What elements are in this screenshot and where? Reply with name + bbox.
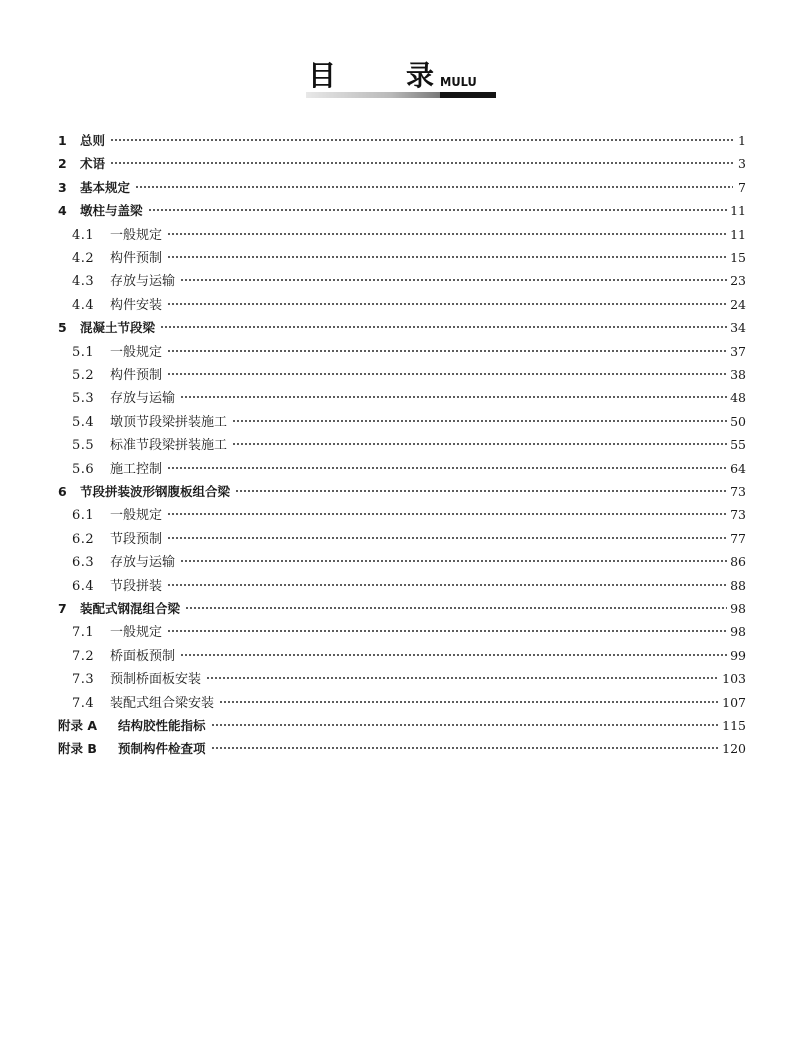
toc-dot-leader [180, 653, 727, 657]
toc-dot-leader [232, 442, 727, 446]
toc-entry-number: 7.1 [72, 625, 95, 641]
toc-page-number: 64 [730, 460, 746, 476]
toc-entry-title: 构件安装 [110, 297, 163, 313]
toc-page-number: 15 [730, 250, 746, 265]
toc-dot-leader [167, 536, 727, 540]
toc-page-number: 11 [730, 203, 746, 219]
toc-chapter-entry[interactable] [58, 178, 746, 198]
toc-entry-number: 4.2 [72, 251, 95, 266]
toc-dot-leader [211, 723, 720, 727]
toc-page-number: 73 [730, 507, 746, 523]
toc-entry-title: 基本规定 [80, 179, 131, 195]
toc-section-entry[interactable] [72, 669, 746, 689]
toc-entry-number: 5.4 [72, 414, 95, 430]
toc-page-number: 73 [730, 484, 746, 499]
toc-dot-leader [180, 395, 727, 399]
toc-entry-number: 3 [58, 179, 67, 195]
toc-section-entry[interactable] [72, 529, 746, 549]
toc-chapter-entry[interactable] [58, 318, 746, 338]
toc-dot-leader [167, 466, 727, 470]
toc-entry-number: 5.2 [72, 368, 95, 383]
toc-dot-leader [167, 232, 727, 236]
toc-entry-title: 墩柱与盖梁 [80, 203, 143, 219]
toc-entry-number: 4.4 [72, 297, 95, 313]
toc-page-number: 50 [730, 413, 746, 429]
toc-entry-title: 一般规定 [110, 344, 163, 360]
toc-dot-leader [148, 208, 728, 212]
toc-appendix-entry[interactable] [58, 716, 746, 736]
toc-entry-title: 构件预制 [110, 251, 163, 266]
heading-pinyin: MULU [440, 75, 477, 89]
toc-entry-number: 5.1 [72, 344, 95, 360]
toc-entry-number: 7.3 [72, 672, 95, 688]
toc-entry-title: 存放与运输 [110, 391, 176, 407]
toc-entry-number: 6 [58, 484, 67, 499]
toc-entry-number: 2 [58, 156, 67, 172]
toc-dot-leader [167, 583, 727, 587]
toc-entry-title: 存放与运输 [110, 274, 176, 290]
toc-entry-number: 5.3 [72, 391, 95, 407]
toc-page-number: 98 [730, 624, 746, 640]
toc-section-entry[interactable] [72, 646, 746, 666]
toc-entry-number: 5.6 [72, 461, 95, 477]
toc-chapter-entry[interactable] [58, 154, 746, 174]
toc-entry-title: 预制构件检查项 [118, 741, 206, 757]
toc-page-number: 11 [730, 226, 746, 242]
toc-page-number: 24 [730, 296, 746, 312]
toc-chapter-entry[interactable] [58, 131, 746, 151]
toc-dot-leader [167, 349, 727, 353]
toc-section-entry[interactable] [72, 505, 746, 525]
toc-entry-title: 一般规定 [110, 625, 163, 641]
toc-section-entry[interactable] [72, 342, 746, 362]
heading-char-lu: 录 [406, 59, 435, 92]
toc-entry-title: 施工控制 [110, 461, 163, 477]
toc-dot-leader [167, 512, 727, 516]
toc-section-entry[interactable] [72, 552, 746, 572]
toc-entry-title: 节段预制 [110, 531, 163, 547]
heading-underline-dark [440, 92, 496, 98]
toc-entry-title: 节段拼装波形钢腹板组合梁 [80, 484, 231, 499]
toc-section-entry[interactable] [72, 388, 746, 408]
toc-section-entry[interactable] [72, 576, 746, 596]
toc-dot-leader [167, 629, 727, 633]
toc-entry-number: 4.1 [72, 227, 95, 243]
toc-entry-title: 节段拼装 [110, 578, 163, 594]
toc-section-entry[interactable] [72, 412, 746, 432]
toc-entry-title: 一般规定 [110, 227, 163, 243]
toc-appendix-entry[interactable] [58, 739, 746, 759]
toc-dot-leader [219, 700, 719, 704]
toc-entry-number: 4.3 [72, 274, 95, 290]
toc-page-number: 1 [738, 133, 746, 148]
toc-entry-number: 1 [58, 133, 67, 148]
toc-entry-title: 标准节段梁拼装施工 [110, 438, 228, 454]
toc-entry-number: 6.2 [72, 531, 95, 547]
toc-entry-title: 一般规定 [110, 508, 163, 524]
toc-entry-number: 7.2 [72, 648, 95, 664]
toc-dot-leader [232, 419, 727, 423]
toc-page-number: 98 [730, 601, 746, 616]
toc-entry-number: 5 [58, 320, 67, 336]
toc-page-number: 103 [722, 671, 746, 687]
toc-entry-number: 6.1 [72, 508, 95, 524]
toc-dot-leader [180, 278, 727, 282]
toc-page-number: 107 [722, 694, 746, 710]
toc-page-number: 3 [738, 156, 746, 172]
toc-chapter-entry[interactable] [58, 482, 746, 502]
toc-section-entry[interactable] [72, 225, 746, 245]
toc-chapter-entry[interactable] [58, 201, 746, 221]
toc-entry-title: 存放与运输 [110, 555, 176, 571]
toc-dot-leader [135, 185, 733, 189]
toc-page-number: 99 [730, 647, 746, 663]
toc-entry-title: 桥面板预制 [110, 648, 176, 664]
toc-dot-leader [211, 746, 720, 750]
toc-dot-leader [167, 302, 727, 306]
toc-dot-leader [185, 606, 727, 610]
toc-page-number: 38 [730, 367, 746, 382]
toc-page-number: 48 [730, 390, 746, 406]
toc-page-number: 88 [730, 577, 746, 593]
heading-char-mu: 目 [308, 59, 337, 92]
toc-dot-leader [167, 372, 727, 376]
toc-entry-number: 5.5 [72, 438, 95, 454]
toc-dot-leader [110, 161, 733, 165]
toc-section-entry[interactable] [72, 693, 746, 713]
toc-entry-title: 结构胶性能指标 [118, 718, 206, 733]
toc-section-entry[interactable] [72, 365, 746, 385]
toc-section-entry[interactable] [72, 248, 746, 268]
toc-page-number: 86 [730, 554, 746, 570]
toc-page-number: 115 [722, 718, 746, 733]
toc-entry-number: 7 [58, 601, 67, 616]
toc-entry-number: 6.4 [72, 578, 95, 594]
toc-dot-leader [206, 676, 719, 680]
toc-entry-title: 混凝土节段梁 [80, 320, 156, 336]
toc-page-number: 55 [730, 437, 746, 453]
toc-page-number: 7 [738, 179, 746, 195]
toc-chapter-entry[interactable] [58, 599, 746, 619]
toc-section-entry[interactable] [72, 295, 746, 315]
toc-heading [300, 58, 500, 108]
toc-page-number: 34 [730, 320, 746, 336]
toc-entry-title: 预制桥面板安装 [110, 672, 202, 688]
toc-dot-leader [180, 559, 727, 563]
toc-page-number: 37 [730, 343, 746, 359]
toc-entry-title: 装配式组合梁安装 [110, 695, 215, 711]
toc-entry-number: 附录 B [58, 741, 97, 757]
toc-dot-leader [160, 325, 727, 329]
toc-entry-title: 装配式钢混组合梁 [80, 601, 181, 616]
toc-entry-title: 总则 [80, 133, 106, 148]
toc-entry-title: 术语 [80, 156, 106, 172]
toc-section-entry[interactable] [72, 622, 746, 642]
toc-dot-leader [110, 138, 733, 142]
toc-entry-title: 构件预制 [110, 368, 163, 383]
toc-entry-number: 附录 A [58, 718, 98, 733]
toc-section-entry[interactable] [72, 459, 746, 479]
toc-entry-title: 墩顶节段梁拼装施工 [110, 414, 228, 430]
toc-entry-number: 6.3 [72, 555, 95, 571]
toc-dot-leader [235, 489, 727, 493]
toc-dot-leader [167, 255, 727, 259]
toc-page-number: 77 [730, 530, 746, 546]
toc-page-number: 23 [730, 273, 746, 289]
toc-entry-number: 4 [58, 203, 67, 219]
toc-section-entry[interactable] [72, 435, 746, 455]
toc-page-number: 120 [722, 741, 746, 757]
toc-entry-number: 7.4 [72, 695, 95, 711]
toc-section-entry[interactable] [72, 271, 746, 291]
